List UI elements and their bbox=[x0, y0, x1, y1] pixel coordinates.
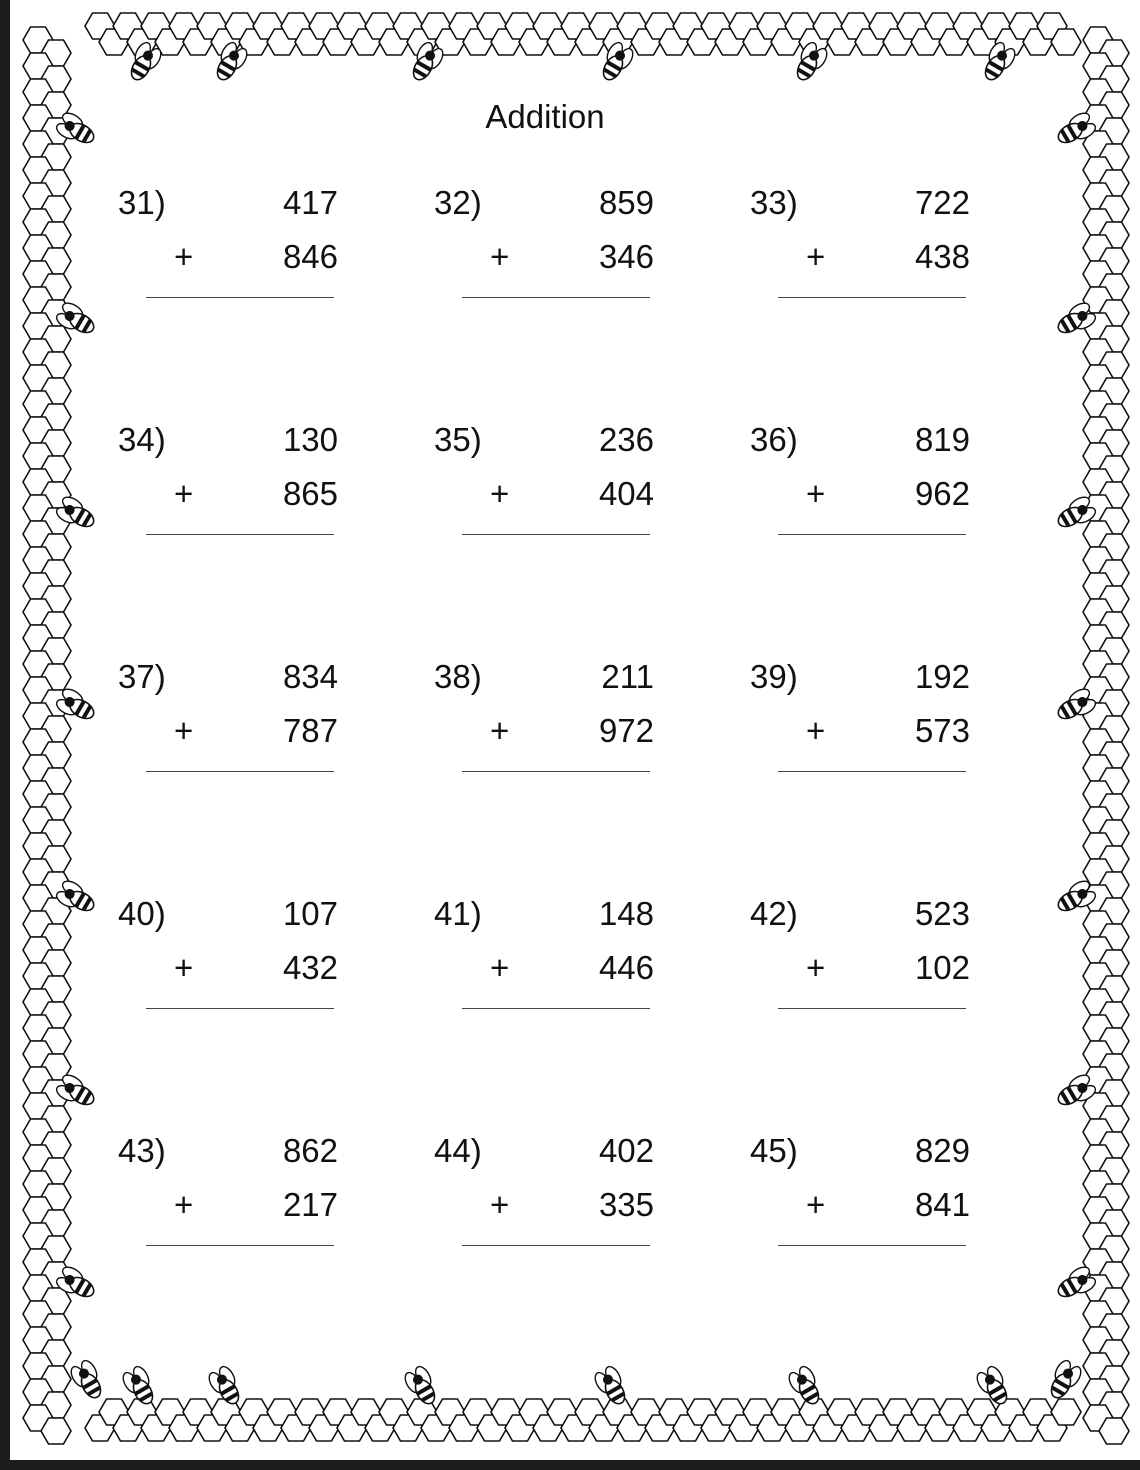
answer-line bbox=[462, 297, 650, 298]
problem-number: 37) bbox=[118, 658, 166, 695]
problem-32 bbox=[434, 184, 674, 314]
top-addend: 834 bbox=[282, 658, 338, 695]
top-addend: 862 bbox=[282, 1132, 338, 1169]
top-addend: 192 bbox=[914, 658, 970, 695]
plus-sign: + bbox=[806, 1186, 826, 1223]
plus-sign: + bbox=[806, 475, 826, 512]
problem-number: 35) bbox=[434, 421, 482, 458]
plus-sign: + bbox=[174, 949, 194, 986]
answer-line bbox=[778, 1245, 966, 1246]
answer-line bbox=[462, 1008, 650, 1009]
bottom-addend: 787 bbox=[282, 712, 338, 749]
plus-sign: + bbox=[490, 1186, 510, 1223]
problem-number: 41) bbox=[434, 895, 482, 932]
bottom-addend: 102 bbox=[914, 949, 970, 986]
bottom-addend: 438 bbox=[914, 238, 970, 275]
honeycomb-cell bbox=[41, 1418, 71, 1444]
problem-number: 45) bbox=[750, 1132, 798, 1169]
problem-number: 43) bbox=[118, 1132, 166, 1169]
worksheet-title: Addition bbox=[485, 98, 605, 135]
answer-line bbox=[146, 297, 334, 298]
bee-icon bbox=[68, 1358, 108, 1403]
problem-41 bbox=[434, 895, 674, 1025]
problem-number: 40) bbox=[118, 895, 166, 932]
plus-sign: + bbox=[806, 238, 826, 275]
answer-line bbox=[778, 771, 966, 772]
bottom-addend: 841 bbox=[914, 1186, 970, 1223]
answer-line bbox=[462, 771, 650, 772]
answer-line bbox=[146, 1008, 334, 1009]
plus-sign: + bbox=[490, 949, 510, 986]
problem-number: 36) bbox=[750, 421, 798, 458]
answer-line bbox=[462, 1245, 650, 1246]
bottom-addend: 573 bbox=[914, 712, 970, 749]
answer-line bbox=[146, 771, 334, 772]
plus-sign: + bbox=[806, 949, 826, 986]
top-addend: 722 bbox=[914, 184, 970, 221]
answer-line bbox=[778, 297, 966, 298]
problem-number: 42) bbox=[750, 895, 798, 932]
bottom-addend: 972 bbox=[598, 712, 654, 749]
problem-44 bbox=[434, 1132, 674, 1262]
plus-sign: + bbox=[490, 475, 510, 512]
answer-line bbox=[146, 534, 334, 535]
problem-40 bbox=[118, 895, 358, 1025]
plus-sign: + bbox=[490, 712, 510, 749]
bottom-addend: 446 bbox=[598, 949, 654, 986]
plus-sign: + bbox=[174, 238, 194, 275]
problem-42 bbox=[750, 895, 990, 1025]
problem-38 bbox=[434, 658, 674, 788]
problem-number: 38) bbox=[434, 658, 482, 695]
plus-sign: + bbox=[174, 475, 194, 512]
problem-39 bbox=[750, 658, 990, 788]
plus-sign: + bbox=[806, 712, 826, 749]
plus-sign: + bbox=[174, 712, 194, 749]
problem-45 bbox=[750, 1132, 990, 1262]
bottom-addend: 335 bbox=[598, 1186, 654, 1223]
bottom-addend: 432 bbox=[282, 949, 338, 986]
problem-31 bbox=[118, 184, 358, 314]
plus-sign: + bbox=[174, 1186, 194, 1223]
top-addend: 829 bbox=[914, 1132, 970, 1169]
problem-number: 34) bbox=[118, 421, 166, 458]
bottom-addend: 865 bbox=[282, 475, 338, 512]
top-addend: 211 bbox=[601, 658, 654, 695]
problem-35 bbox=[434, 421, 674, 551]
problem-43 bbox=[118, 1132, 358, 1262]
answer-line bbox=[778, 534, 966, 535]
bottom-addend: 404 bbox=[598, 475, 654, 512]
top-addend: 236 bbox=[598, 421, 654, 458]
top-addend: 107 bbox=[282, 895, 338, 932]
top-addend: 819 bbox=[914, 421, 970, 458]
problem-number: 39) bbox=[750, 658, 798, 695]
plus-sign: + bbox=[490, 238, 510, 275]
top-addend: 148 bbox=[598, 895, 654, 932]
bottom-addend: 846 bbox=[282, 238, 338, 275]
top-addend: 859 bbox=[598, 184, 654, 221]
problem-33 bbox=[750, 184, 990, 314]
bee-icon bbox=[1044, 1358, 1084, 1403]
bottom-addend: 217 bbox=[282, 1186, 338, 1223]
answer-line bbox=[778, 1008, 966, 1009]
problem-36 bbox=[750, 421, 990, 551]
problem-number: 44) bbox=[434, 1132, 482, 1169]
problem-number: 31) bbox=[118, 184, 166, 221]
problem-number: 32) bbox=[434, 184, 482, 221]
top-addend: 130 bbox=[282, 421, 338, 458]
bottom-addend: 962 bbox=[914, 475, 970, 512]
answer-line bbox=[146, 1245, 334, 1246]
answer-line bbox=[462, 534, 650, 535]
top-addend: 523 bbox=[914, 895, 970, 932]
problem-number: 33) bbox=[750, 184, 798, 221]
problem-34 bbox=[118, 421, 358, 551]
honeycomb-cell bbox=[1051, 29, 1081, 55]
honeycomb-cell bbox=[1099, 1418, 1129, 1444]
honeycomb-cell bbox=[1051, 1399, 1081, 1425]
bottom-addend: 346 bbox=[598, 238, 654, 275]
top-addend: 417 bbox=[282, 184, 338, 221]
top-addend: 402 bbox=[598, 1132, 654, 1169]
problem-37 bbox=[118, 658, 358, 788]
